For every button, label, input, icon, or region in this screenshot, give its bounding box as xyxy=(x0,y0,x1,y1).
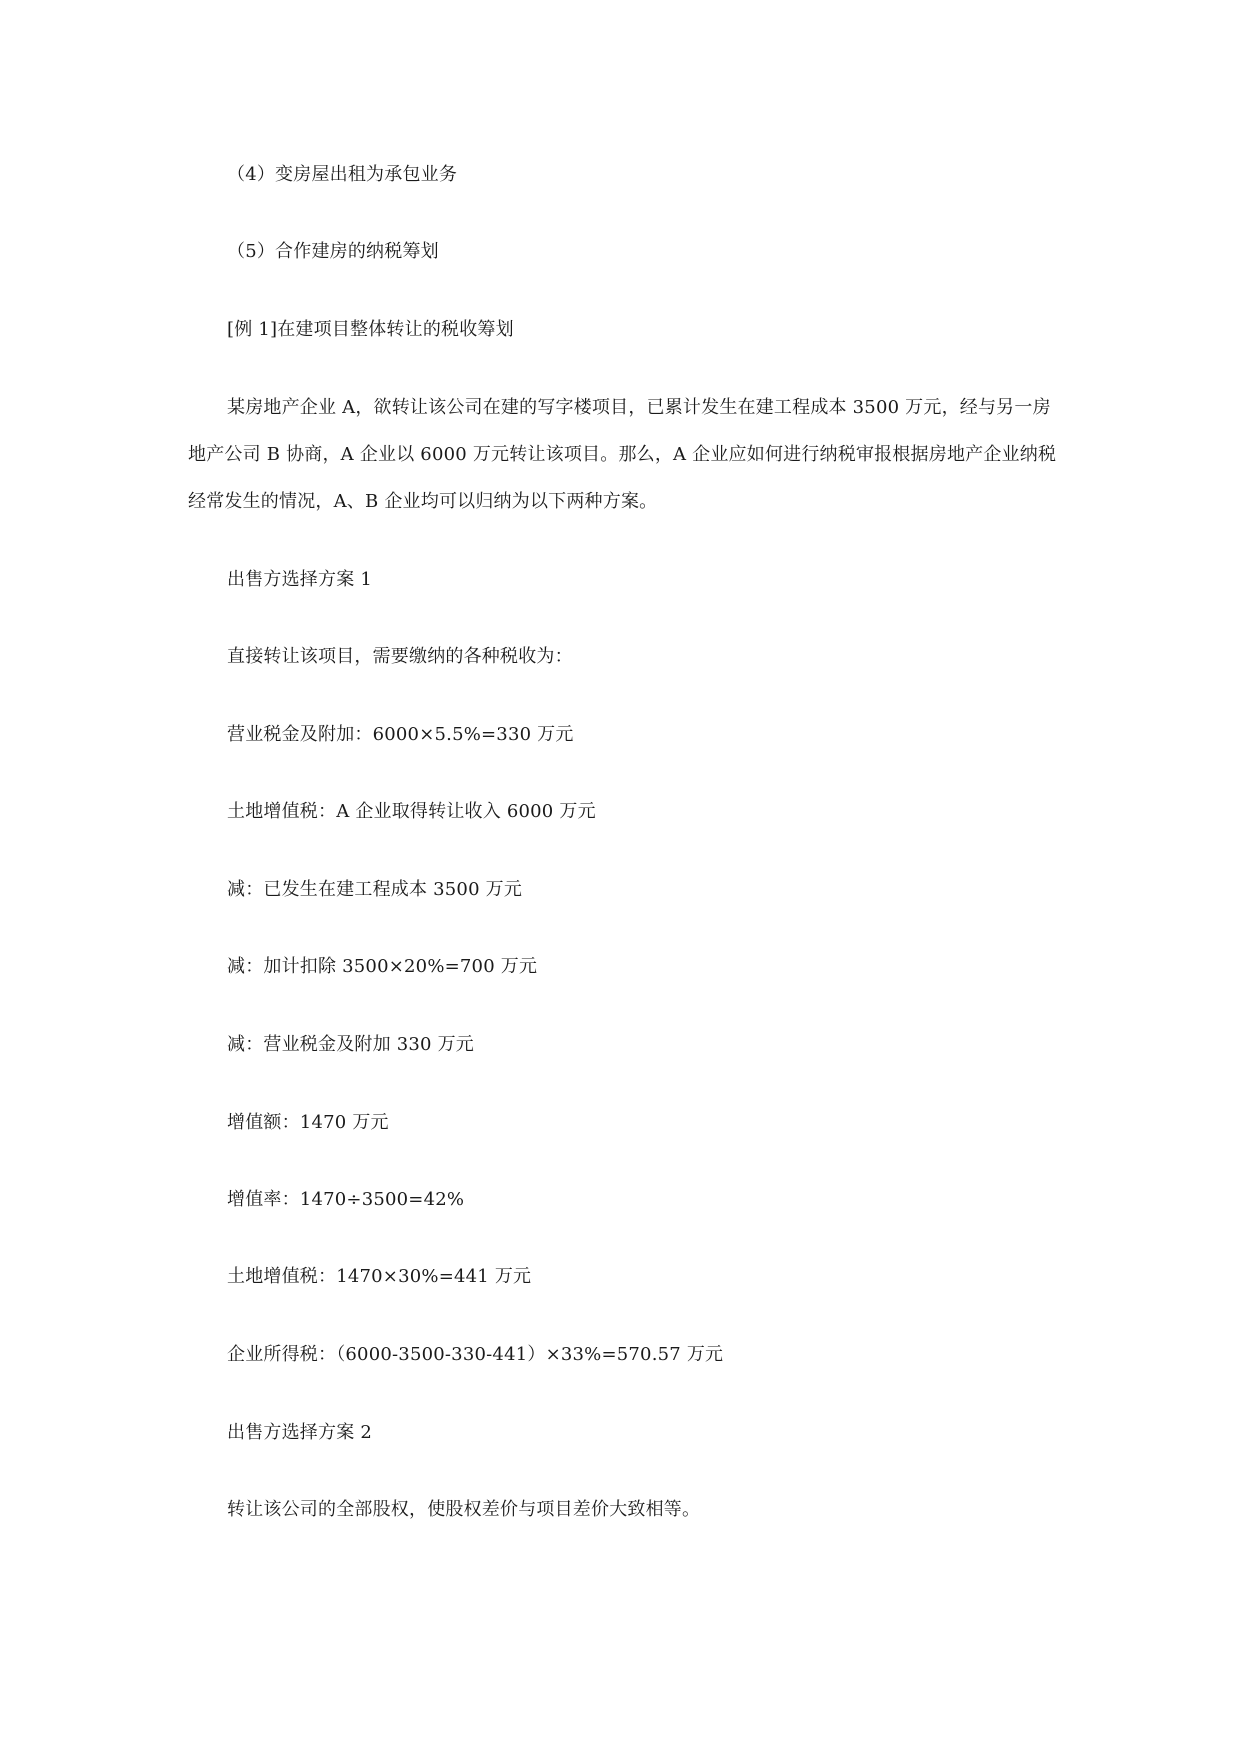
minus-deduction-line: 减：加计扣除 3500×20%=700 万元 xyxy=(227,956,538,977)
item-5-heading: （5）合作建房的纳税筹划 xyxy=(227,241,439,262)
value-added-rate-line: 增值率：1470÷3500=42% xyxy=(227,1189,465,1210)
minus-cost-line: 减：已发生在建工程成本 3500 万元 xyxy=(227,879,523,900)
income-tax-line: 企业所得税：（6000-3500-330-441）×33%=570.57 万元 xyxy=(227,1344,724,1365)
plan-1-intro: 直接转让该项目，需要缴纳的各种税收为： xyxy=(227,646,573,667)
land-vat-line: 土地增值税：1470×30%=441 万元 xyxy=(227,1266,532,1287)
example-1-title: [例 1]在建项目整体转让的税收筹划 xyxy=(227,319,514,340)
paragraph-line-1: 某房地产企业 A，欲转让该公司在建的写字楼项目，已累计发生在建工程成本 3500 万元，经与另一房 xyxy=(227,397,1051,418)
value-added-amount-line: 增值额：1470 万元 xyxy=(227,1112,389,1133)
business-tax-line: 营业税金及附加：6000×5.5%=330 万元 xyxy=(227,724,574,745)
paragraph-line-3: 经常发生的情况，A、B 企业均可以归纳为以下两种方案。 xyxy=(188,491,658,512)
plan-1-heading: 出售方选择方案 1 xyxy=(227,569,372,590)
land-vat-income-line: 土地增值税：A 企业取得转让收入 6000 万元 xyxy=(227,801,596,822)
item-4-heading: （4）变房屋出租为承包业务 xyxy=(227,164,458,185)
plan-2-heading: 出售方选择方案 2 xyxy=(227,1422,372,1443)
plan-2-description: 转让该公司的全部股权，使股权差价与项目差价大致相等。 xyxy=(227,1499,701,1520)
paragraph-line-2: 地产公司 B 协商，A 企业以 6000 万元转让该项目。那么，A 企业应如何进行纳税审报根据房地产企业纳税 xyxy=(188,444,1057,465)
minus-business-tax-line: 减：营业税金及附加 330 万元 xyxy=(227,1034,474,1055)
